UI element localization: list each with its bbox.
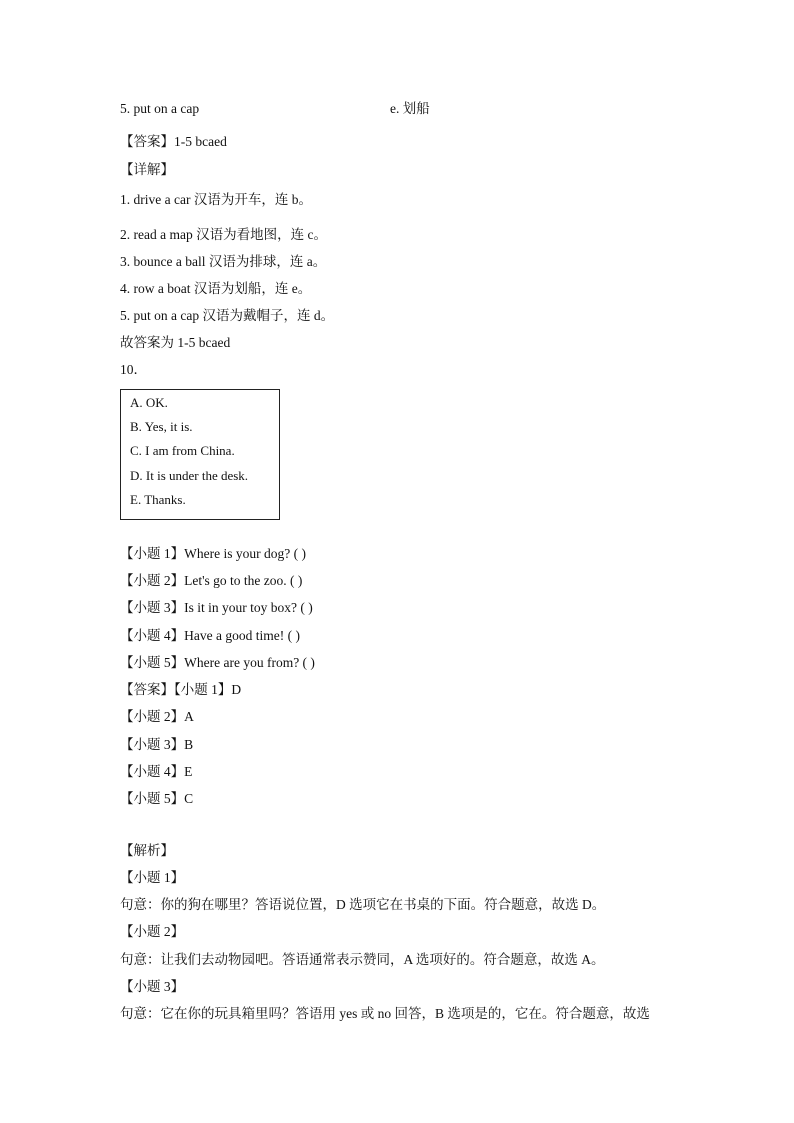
analysis-sub-1-label: 【小题 1】 [120, 870, 185, 885]
answer-4: 【小题 4】E [120, 764, 193, 779]
answer-line: 【答案】1-5 bcaed [120, 134, 227, 149]
analysis-sub-3-text: 句意：它在你的玩具箱里吗？答语用 yes 或 no 回答，B 选项是的，它在。符合题意，故选 [120, 1006, 650, 1021]
detail-header: 【详解】 [120, 162, 174, 177]
explanation-4: 4. row a boat 汉语为划船，连 e。 [120, 281, 312, 296]
answer-3: 【小题 3】B [120, 737, 194, 752]
analysis-sub-2-text: 句意：让我们去动物园吧。答语通常表示赞同，A 选项好的。符合题意，故选 A。 [120, 952, 605, 967]
analysis-sub-2-label: 【小题 2】 [120, 924, 185, 939]
option-a: A. OK. [130, 395, 168, 410]
sub-question-5: 【小题 5】Where are you from? ( ) [120, 655, 315, 670]
option-e: E. Thanks. [130, 492, 186, 507]
sub-question-1: 【小题 1】Where is your dog? ( ) [120, 546, 306, 561]
answer-5: 【小题 5】C [120, 791, 194, 806]
question-number: 10． [120, 362, 147, 377]
analysis-sub-1-text: 句意：你的狗在哪里？答语说位置，D 选项它在书桌的下面。符合题意，故选 D。 [120, 897, 606, 912]
sub-question-3: 【小题 3】Is it in your toy box? ( ) [120, 600, 313, 615]
explanation-5: 5. put on a cap 汉语为戴帽子，连 d。 [120, 308, 335, 323]
final-answer: 故答案为 1-5 bcaed [120, 335, 231, 350]
option-b: B. Yes, it is. [130, 419, 193, 434]
answer-2: 【小题 2】A [120, 709, 194, 724]
matching-line-5 [120, 100, 430, 118]
option-c: C. I am from China. [130, 443, 235, 458]
matching-left: 5. put on a cap [120, 101, 200, 116]
explanation-1: 1. drive a car 汉语为开车，连 b。 [120, 192, 312, 207]
answer-1: 【答案】【小题 1】D [120, 682, 242, 697]
explanation-2: 2. read a map 汉语为看地图，连 c。 [120, 227, 327, 242]
matching-right: e. 划船 [390, 101, 430, 116]
option-d: D. It is under the desk. [130, 468, 249, 483]
explanation-3: 3. bounce a ball 汉语为排球，连 a。 [120, 254, 327, 269]
analysis-sub-3-label: 【小题 3】 [120, 979, 185, 994]
sub-question-2: 【小题 2】Let's go to the zoo. ( ) [120, 573, 303, 588]
analysis-header: 【解析】 [120, 843, 174, 858]
sub-question-4: 【小题 4】Have a good time! ( ) [120, 628, 300, 643]
